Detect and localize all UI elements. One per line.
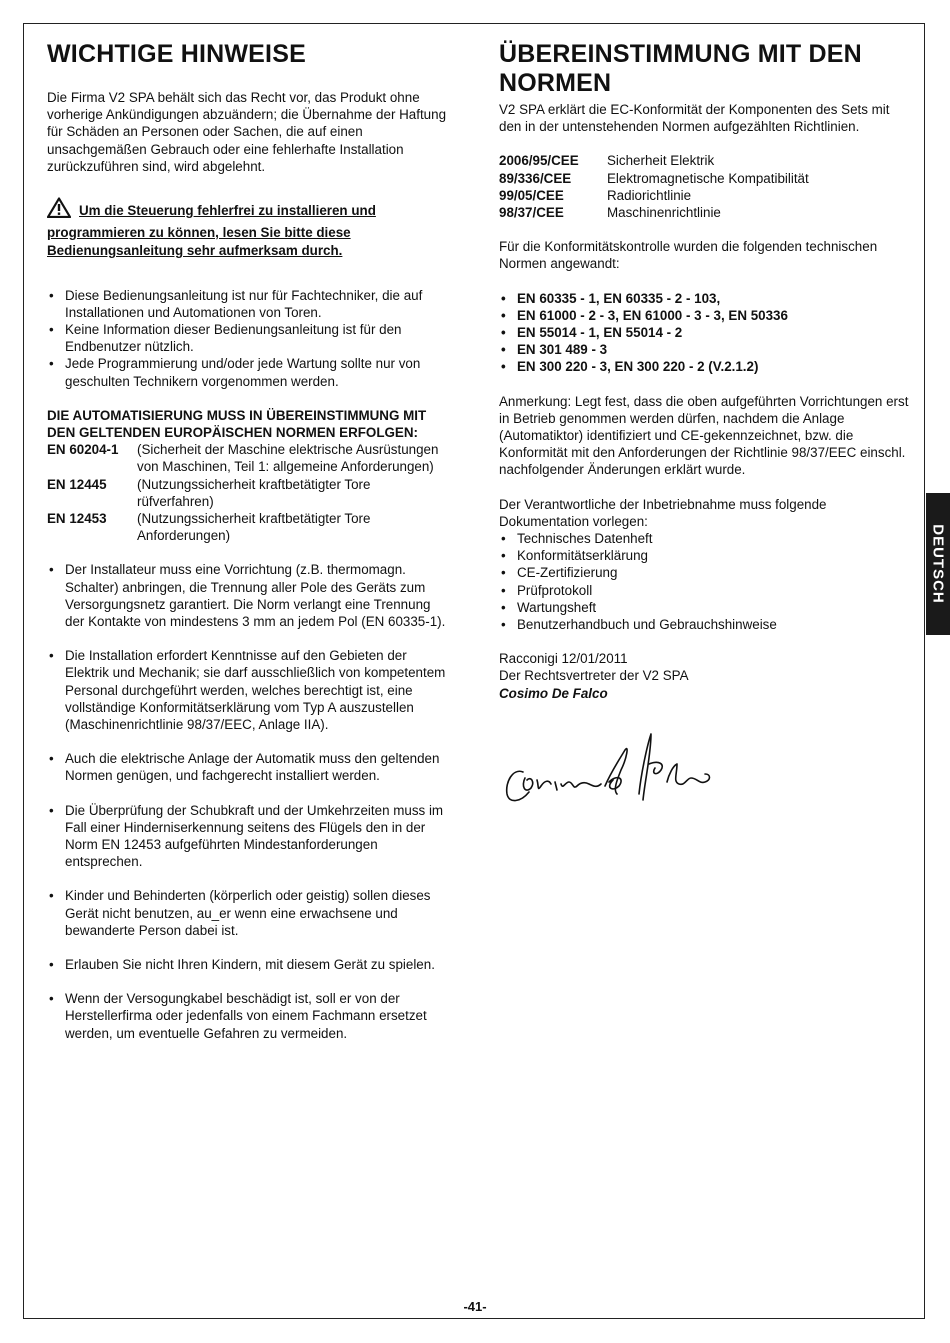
- directive-code: 2006/95/CEE: [499, 153, 579, 169]
- side-tab-label: DEUTSCH: [929, 524, 947, 604]
- directive-row: [499, 152, 909, 169]
- list-item: • EN 55014 - 1, EN 55014 - 2: [499, 324, 909, 341]
- language-side-tab: [926, 493, 950, 635]
- conformity-intro: V2 SPA erklärt die EC-Konformität der Komponenten des Sets mit den in der untenstehenden Normen aufgezählten Richtlinien.: [499, 102, 890, 135]
- norms-list: [47, 441, 449, 544]
- list-item: • Konformitätserklärung: [499, 547, 909, 564]
- page-number: -41-: [463, 1299, 487, 1314]
- list-item: • CE-Zertifizierung: [499, 564, 909, 581]
- norm-row: [47, 476, 449, 510]
- directive-code: 89/336/CEE: [499, 170, 572, 186]
- norm-code: EN 12445: [47, 476, 107, 492]
- list-item: • Erlauben Sie nicht Ihren Kindern, mit diesem Gerät zu spielen.: [47, 956, 449, 973]
- norms-heading: DIE AUTOMATISIERUNG MUSS IN ÜBEREINSTIMMUNG MIT DEN GELTENDEN EUROPÄISCHEN NORMEN ERFOLGEN:: [47, 407, 427, 440]
- directive-description: Elektromagnetische Kompatibilität: [607, 170, 809, 186]
- technical-norms-list: [499, 290, 909, 376]
- disclaimer-text: Die Firma V2 SPA behält sich das Recht vor, das Produkt ohne vorherige Ankündigungen abzuändern; die Übernahme der Haftung für Schäden an Personen oder Sachen, die auf einen unsachgemäßen Gebrauch oder eine fehlerhafte Installation zurückzuführen sind, wird abgelehnt.: [47, 90, 447, 174]
- place-date: Racconigi 12/01/2011: [499, 651, 628, 667]
- list-item: • EN 301 489 - 3: [499, 341, 909, 358]
- norm-code: EN 12453: [47, 510, 107, 526]
- norm-row: [47, 441, 449, 475]
- list-item: • Technisches Datenheft: [499, 530, 909, 547]
- directive-code: 98/37/CEE: [499, 205, 564, 221]
- list-item: • Jede Programmierung und/oder jede Wartung sollte nur von geschulten Technikern vorgenommen werden.: [47, 355, 449, 389]
- norm-description: (Sicherheit der Maschine elektrische Ausrüstungen von Maschinen, Teil 1: allgemeine Anforderungen): [137, 442, 439, 475]
- directive-row: [499, 187, 909, 204]
- norm-code: EN 60204-1: [47, 442, 119, 458]
- list-item: • Wartungsheft: [499, 599, 909, 616]
- list-item: • Wenn der Versogungkabel beschädigt ist, soll er von der Herstellerfirma oder jedenfalls von einem Fachmann ersetzet werden, um eventuelle Gefahren zu vermeiden.: [47, 990, 449, 1042]
- list-item: • Kinder und Behinderten (körperlich oder geistig) sollen dieses Gerät nicht benutzen, au_er wenn eine erwachsene und bewanderte Person dabei ist.: [47, 887, 449, 939]
- directive-description: Maschinenrichtlinie: [607, 205, 721, 221]
- directive-row: [499, 204, 909, 221]
- norm-row: [47, 510, 449, 544]
- note-text: Anmerkung: Legt fest, dass die oben aufgeführten Vorrichtungen erst in Betrieb genommen werden dürfen, nachdem die Anlage (Automatiktor) identifiziert und CE-gekennzeichnet, bzw. die Konformität mit den Anforderungen der Richtlinie 98/37/EEC einschl. nachfolgender Änderungen erklärt wurde.: [499, 393, 909, 478]
- warning-note: [47, 197, 449, 261]
- left-title: WICHTIGE HINWEISE: [47, 40, 306, 68]
- list-item: • EN 300 220 - 3, EN 300 220 - 2 (V.2.1.2): [499, 358, 909, 375]
- signer-name: Cosimo De Falco: [499, 685, 608, 701]
- technical-norms-intro: Für die Konformitätskontrolle wurden die folgenden technischen Normen angewandt:: [499, 239, 878, 272]
- directive-code: 99/05/CEE: [499, 187, 564, 203]
- right-column: [499, 40, 909, 818]
- documentation-intro: Der Verantwortliche der Inbetriebnahme muss folgende Dokumentation vorlegen:: [499, 496, 827, 529]
- list-item: • Diese Bedienungsanleitung ist nur für Fachtechniker, die auf Installationen und Automationen von Toren.: [47, 287, 449, 321]
- intro-bullet-list: [47, 287, 449, 390]
- list-item: • Die Überprüfung der Schubkraft und der Umkehrzeiten muss im Fall einer Hinderniserkennung seitens des Flügels den in der Norm EN 12453 aufgeführten Mindestanforderungen entsprechen.: [47, 802, 449, 871]
- list-item: • Benutzerhandbuch und Gebrauchshinweise: [499, 616, 909, 633]
- norm-description: (Nutzungssicherheit kraftbetätigter Tore Anforderungen): [137, 510, 371, 544]
- handwritten-signature: [501, 724, 909, 818]
- list-item: • EN 61000 - 2 - 3, EN 61000 - 3 - 3, EN 50336: [499, 307, 909, 324]
- directive-description: Sicherheit Elektrik: [607, 153, 715, 169]
- list-item: • EN 60335 - 1, EN 60335 - 2 - 103,: [499, 290, 909, 307]
- warning-text: Um die Steuerung fehlerfrei zu installieren und programmieren zu können, lesen Sie bitte diese Bedienungsanleitung sehr aufmerksam durch.: [47, 203, 376, 259]
- list-item: • Die Installation erfordert Kenntnisse auf den Gebieten der Elektrik und Mechanik; sie darf ausschließlich von kompetentem Personal durchgeführt werden, welches berechtigt ist, eine vollständige Konformitätserklärung vom Typ A auszustellen (Maschinenrichtlinie 98/37/EEC, Anlage IIA).: [47, 647, 449, 733]
- safety-bullet-list: [47, 561, 449, 1041]
- warning-triangle-icon: [47, 197, 71, 224]
- norm-description: (Nutzungssicherheit kraftbetätigter Tore rüfverfahren): [137, 476, 371, 509]
- list-item: • Prüfprotokoll: [499, 582, 909, 599]
- directive-row: [499, 170, 909, 187]
- directives-list: [499, 152, 909, 221]
- right-title: ÜBEREINSTIMMUNG MIT DEN NORMEN: [499, 40, 862, 97]
- representative-label: Der Rechtsvertreter der V2 SPA: [499, 668, 689, 684]
- left-column: [47, 40, 449, 1042]
- directive-description: Radiorichtlinie: [607, 187, 692, 203]
- list-item: • Der Installateur muss eine Vorrichtung (z.B. thermomagn. Schalter) anbringen, die Trennung aller Pole des Geräts zum Versorgungsnetz garantiert. Die Norm verlangt eine Trennung der Kontakte von mindestens 3 mm an jedem Pol (EN 60335-1).: [47, 561, 449, 630]
- list-item: • Auch die elektrische Anlage der Automatik muss den geltenden Normen genügen, und fachgerecht installiert werden.: [47, 750, 449, 784]
- documentation-list: [499, 530, 909, 633]
- list-item: • Keine Information dieser Bedienungsanleitung ist für den Endbenutzer nützlich.: [47, 321, 449, 355]
